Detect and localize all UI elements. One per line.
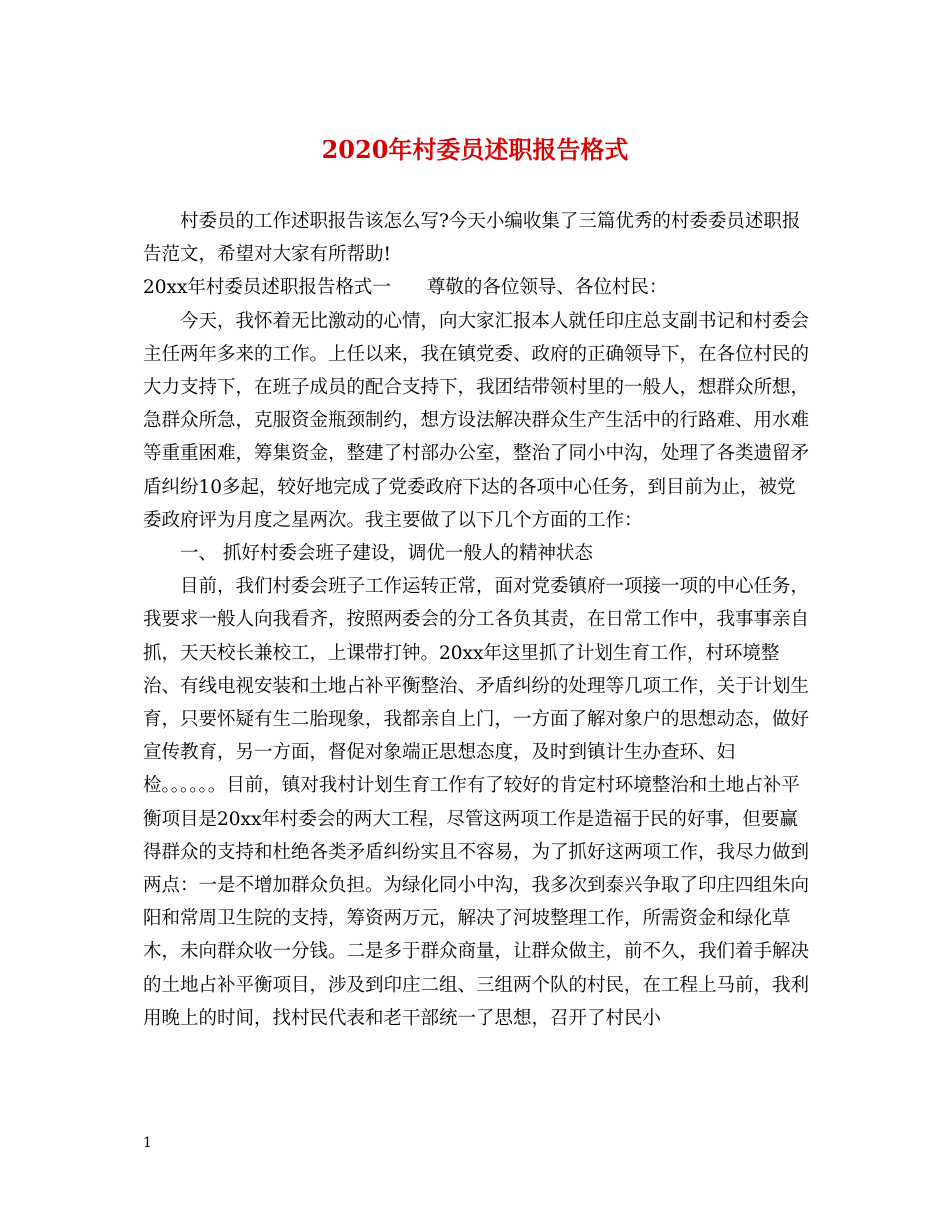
greeting: 尊敬的各位领导、各位村民： [426,277,668,299]
section-heading-line [143,271,813,304]
document-body [143,205,813,1035]
page-number: 1 [143,1135,152,1151]
subheading-1: 一、 抓好村委会班子建设，调优一般人的精神状态 [180,543,593,565]
document-title: 2020年村委员述职报告格式 [321,135,629,164]
intro-paragraph: 村委员的工作述职报告该怎么写?今天小编收集了三篇优秀的村委委员述职报告范文，希望对大家有所帮助! [143,211,801,266]
body-paragraph-2: 目前，我们村委会班子工作运转正常，面对党委镇府一项接一项的中心任务，我要求一般人向我看齐，按照两委会的分工各负其责，在日常工作中，我事事亲自抓，天天校长兼校工，上课带打钟。20xx年这里抓了计划生育工作，村环境整治、有线电视安装和土地占补平衡整治、矛盾纠纷的处理等几项工作，关于计划生育，只要怀疑有生二胎现象，我都亲自上门，一方面了解对象户的思想动态，做好宣传教育，另一方面，督促对象端正思想态度，及时到镇计生办查环、妇检。。。。。。目前，镇对我村计划生育工作有了较好的肯定村环境整治和土地占补平衡项目是20xx年村委会的两大工程，尽管这两项工作是造福于民的好事，但要赢得群众的支持和杜绝各类矛盾纠纷实且不容易，为了抓好这两项工作，我尽力做到两点：一是不增加群众负担。为绿化同小中沟，我多次到泰兴争取了印庄四组朱向阳和常周卫生院的支持，筹资两万元，解决了河坡整理工作，所需资金和绿化草木，未向群众收一分钱。二是多于群众商量，让群众做主，前不久，我们着手解决的土地占补平衡项目，涉及到印庄二组、三组两个队的村民，在工程上马前，我利用晚上的时间，找村民代表和老干部统一了思想，召开了村民小 [143,576,810,1029]
section-heading: 20xx年村委员述职报告格式一 [143,277,391,299]
body-paragraph-1: 今天，我怀着无比激动的心情，向大家汇报本人就任印庄总支副书记和村委会主任两年多来的工作。上任以来，我在镇党委、政府的正确领导下，在各位村民的大力支持下，在班子成员的配合支持下，我团结带领村里的一般人，想群众所想，急群众所急，克服资金瓶颈制约，想方设法解决群众生产生活中的行路难、用水难等重重困难，筹集资金，整建了村部办公室，整治了同小中沟，处理了各类遗留矛盾纠纷10多起，较好地完成了党委政府下达的各项中心任务，到目前为止，被党委政府评为月度之星两次。我主要做了以下几个方面的工作： [143,310,810,531]
